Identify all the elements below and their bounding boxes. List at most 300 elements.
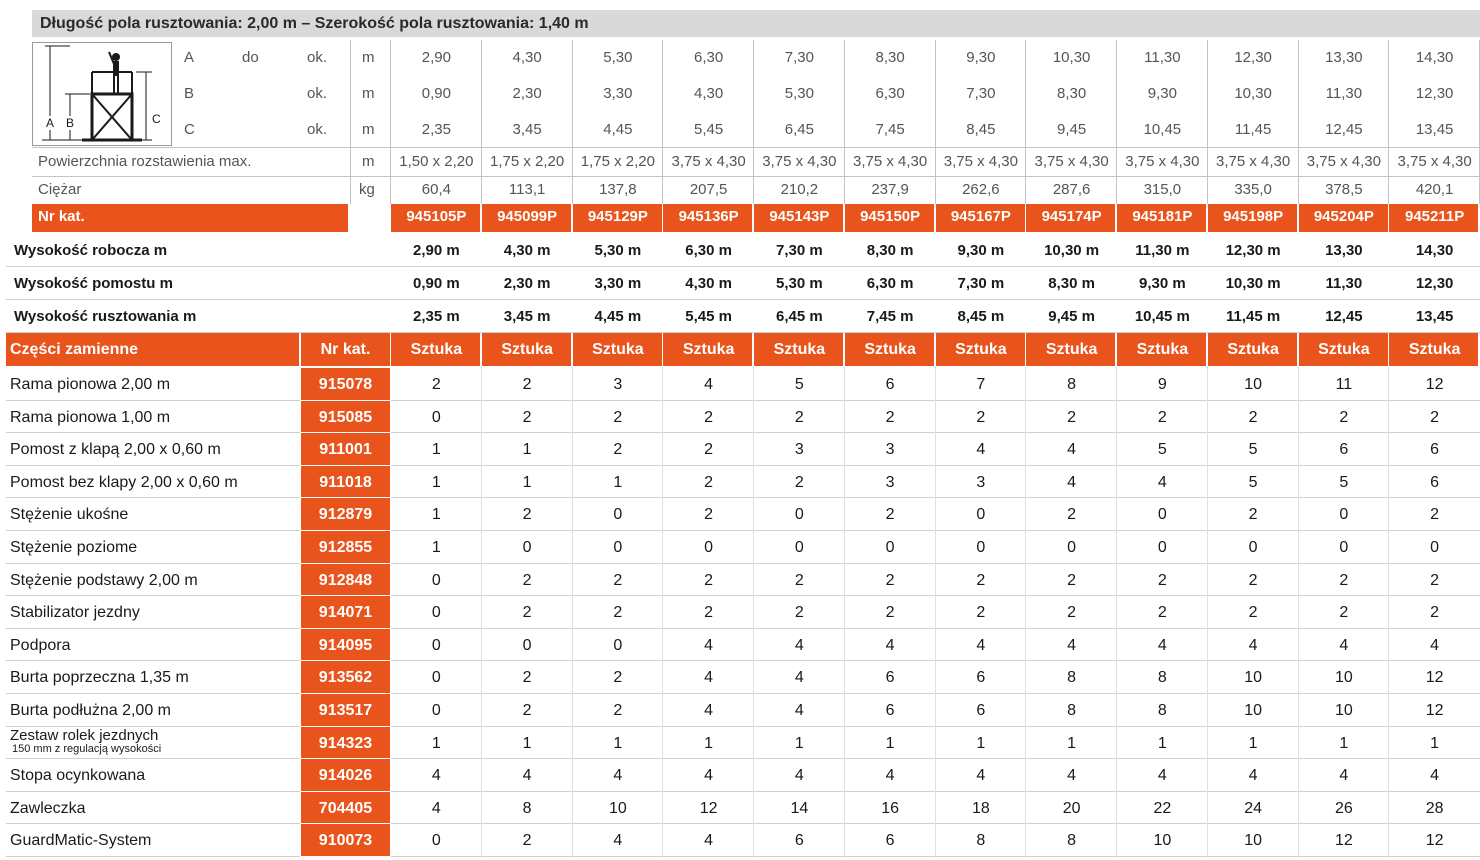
part-quantity: 2 bbox=[522, 604, 532, 621]
part-quantity: 0 bbox=[885, 539, 895, 556]
dim-value: 11,30 bbox=[1144, 49, 1181, 66]
part-quantity: 5 bbox=[1248, 474, 1258, 491]
catalog-value: 945129P bbox=[587, 208, 648, 225]
column-divider bbox=[1207, 366, 1208, 858]
height-value: 11,30 bbox=[1325, 275, 1363, 292]
part-quantity: 0 bbox=[613, 506, 623, 523]
part-quantity: 20 bbox=[1062, 800, 1081, 817]
part-quantity: 6 bbox=[976, 702, 986, 719]
part-quantity: 1 bbox=[613, 474, 623, 491]
part-quantity: 2 bbox=[976, 409, 986, 426]
part-quantity: 2 bbox=[885, 604, 895, 621]
dim-unit: m bbox=[362, 85, 375, 102]
part-quantity: 0 bbox=[431, 572, 441, 589]
part-quantity: 4 bbox=[976, 441, 986, 458]
catalog-value: 945099P bbox=[497, 208, 558, 225]
part-quantity: 16 bbox=[881, 800, 900, 817]
part-quantity: 4 bbox=[794, 637, 804, 654]
part-quantity: 1 bbox=[431, 539, 441, 556]
catalog-value: 945167P bbox=[950, 208, 1011, 225]
part-quantity: 4 bbox=[1157, 767, 1167, 784]
dim-value: 4,30 bbox=[694, 85, 724, 102]
height-value: 9,30 m bbox=[957, 242, 1005, 259]
height-value: 3,45 m bbox=[503, 308, 551, 325]
dim-label: B bbox=[184, 85, 195, 102]
height-value: 9,45 m bbox=[1048, 308, 1095, 325]
part-quantity: 4 bbox=[1067, 637, 1077, 654]
part-quantity: 2 bbox=[1339, 409, 1349, 426]
part-quantity: 2 bbox=[1430, 506, 1440, 523]
dim-do-label: do bbox=[242, 49, 259, 66]
part-quantity: 2 bbox=[704, 572, 714, 589]
parts-header-unit: Sztuka bbox=[864, 341, 916, 358]
part-quantity: 6 bbox=[885, 702, 895, 719]
part-quantity: 0 bbox=[431, 604, 441, 621]
part-quantity: 7 bbox=[976, 376, 986, 393]
dim-label: C bbox=[184, 121, 195, 138]
part-quantity: 2 bbox=[1430, 572, 1440, 589]
catalog-label: Nr kat. bbox=[38, 208, 85, 225]
svg-text:B: B bbox=[66, 116, 75, 130]
surface-label: Powierzchnia rozstawienia max. bbox=[38, 153, 252, 170]
surface-value: 3,75 x 4,30 bbox=[1216, 153, 1291, 170]
part-name: Stężenie podstawy 2,00 m bbox=[10, 572, 198, 589]
part-quantity: 1 bbox=[1067, 735, 1077, 752]
part-quantity: 4 bbox=[704, 767, 714, 784]
dim-ok-label: ok. bbox=[307, 121, 328, 138]
part-code: 704405 bbox=[318, 800, 373, 817]
part-quantity: 0 bbox=[431, 832, 441, 849]
part-quantity: 1 bbox=[1339, 735, 1349, 752]
part-code: 911001 bbox=[319, 441, 372, 458]
part-name: Zawleczka bbox=[10, 800, 86, 817]
weight-value: 420,1 bbox=[1415, 181, 1454, 198]
part-code: 912855 bbox=[318, 539, 373, 556]
part-name: Burta podłużna 2,00 m bbox=[10, 702, 171, 719]
part-quantity: 22 bbox=[1153, 800, 1172, 817]
height-value: 8,45 m bbox=[957, 308, 1005, 325]
part-quantity: 4 bbox=[1339, 767, 1349, 784]
dim-value: 11,45 bbox=[1234, 121, 1272, 138]
row-divider bbox=[32, 147, 1480, 148]
part-quantity: 14 bbox=[790, 800, 809, 817]
part-name: GuardMatic-System bbox=[10, 832, 152, 849]
part-quantity: 4 bbox=[431, 800, 441, 817]
part-quantity: 2 bbox=[522, 409, 532, 426]
part-quantity: 1 bbox=[885, 735, 895, 752]
part-quantity: 1 bbox=[431, 735, 441, 752]
part-quantity: 2 bbox=[794, 409, 804, 426]
part-quantity: 5 bbox=[1248, 441, 1258, 458]
surface-value: 3,75 x 4,30 bbox=[853, 153, 928, 170]
dim-label: A bbox=[184, 49, 195, 66]
height-value: 14,30 bbox=[1415, 242, 1454, 259]
part-quantity: 2 bbox=[1067, 506, 1077, 523]
surface-value: 1,75 x 2,20 bbox=[580, 153, 655, 170]
column-divider bbox=[172, 40, 173, 148]
dim-value: 9,30 bbox=[966, 49, 996, 66]
part-quantity: 4 bbox=[704, 637, 714, 654]
part-quantity: 18 bbox=[971, 800, 990, 817]
part-quantity: 2 bbox=[885, 409, 895, 426]
part-quantity: 2 bbox=[431, 376, 441, 393]
part-name: Pomost z klapą 2,00 x 0,60 m bbox=[10, 441, 221, 458]
svg-text:C: C bbox=[152, 112, 161, 126]
height-value: 3,30 m bbox=[594, 275, 642, 292]
dim-value: 6,30 bbox=[875, 85, 905, 102]
catalog-value: 945143P bbox=[769, 208, 830, 225]
part-quantity: 0 bbox=[1339, 506, 1349, 523]
part-quantity: 2 bbox=[704, 506, 714, 523]
part-quantity: 2 bbox=[1067, 409, 1077, 426]
part-quantity: 0 bbox=[431, 409, 441, 426]
part-quantity: 2 bbox=[1067, 572, 1077, 589]
parts-header-unit: Sztuka bbox=[1227, 341, 1279, 358]
part-quantity: 2 bbox=[522, 506, 532, 523]
part-code: 911018 bbox=[319, 474, 372, 491]
part-quantity: 0 bbox=[522, 637, 532, 654]
part-quantity: 1 bbox=[704, 735, 714, 752]
height-value: 6,30 m bbox=[685, 242, 732, 259]
surface-value: 1,75 x 2,20 bbox=[490, 153, 565, 170]
part-quantity: 5 bbox=[794, 376, 804, 393]
part-quantity: 2 bbox=[1430, 409, 1440, 426]
column-divider bbox=[1388, 366, 1389, 858]
surface-value: 3,75 x 4,30 bbox=[1125, 153, 1200, 170]
weight-unit: kg bbox=[359, 181, 375, 198]
part-code: 914026 bbox=[318, 767, 373, 784]
part-quantity: 0 bbox=[613, 539, 623, 556]
height-value: 6,30 m bbox=[866, 275, 914, 292]
part-quantity: 0 bbox=[1339, 539, 1349, 556]
surface-value: 3,75 x 4,30 bbox=[671, 153, 746, 170]
dim-value: 10,45 bbox=[1143, 121, 1182, 138]
part-quantity: 3 bbox=[885, 474, 895, 491]
parts-header-catalog: Nr kat. bbox=[320, 341, 371, 358]
part-name: Stężenie poziome bbox=[10, 539, 138, 556]
part-quantity: 0 bbox=[1157, 539, 1167, 556]
part-quantity: 4 bbox=[1248, 767, 1258, 784]
surface-value: 1,50 x 2,20 bbox=[399, 153, 474, 170]
height-value: 11,30 m bbox=[1135, 242, 1190, 259]
dim-value: 9,45 bbox=[1057, 121, 1087, 138]
dim-value: 7,30 bbox=[966, 85, 996, 102]
part-quantity: 2 bbox=[1248, 506, 1258, 523]
part-quantity: 2 bbox=[704, 409, 714, 426]
weight-value: 60,4 bbox=[421, 181, 451, 198]
part-quantity: 2 bbox=[704, 441, 714, 458]
part-quantity: 4 bbox=[613, 767, 623, 784]
part-quantity: 2 bbox=[1339, 572, 1349, 589]
catalog-value: 945105P bbox=[406, 208, 467, 225]
catalog-value: 945174P bbox=[1041, 208, 1102, 225]
height-value: 10,30 m bbox=[1225, 275, 1281, 292]
weight-label: Ciężar bbox=[38, 181, 82, 198]
dim-value: 4,30 bbox=[512, 49, 542, 66]
dim-unit: m bbox=[362, 121, 375, 138]
part-quantity: 1 bbox=[522, 735, 532, 752]
part-quantity: 5 bbox=[1157, 441, 1167, 458]
dim-value: 12,30 bbox=[1415, 85, 1454, 102]
part-quantity: 1 bbox=[522, 441, 532, 458]
part-quantity: 8 bbox=[1157, 669, 1167, 686]
part-quantity: 2 bbox=[522, 572, 532, 589]
part-quantity: 3 bbox=[976, 474, 986, 491]
part-name: Burta poprzeczna 1,35 m bbox=[10, 669, 189, 686]
part-quantity: 0 bbox=[794, 506, 804, 523]
part-quantity: 6 bbox=[885, 832, 895, 849]
dim-value: 14,30 bbox=[1415, 49, 1454, 66]
weight-value: 210,2 bbox=[780, 181, 819, 198]
part-quantity: 12 bbox=[1425, 832, 1444, 849]
part-quantity: 12 bbox=[1425, 376, 1444, 393]
column-divider bbox=[935, 366, 936, 858]
part-quantity: 4 bbox=[704, 832, 714, 849]
dim-value: 10,30 bbox=[1234, 85, 1272, 102]
scaffold-diagram-icon bbox=[32, 42, 172, 146]
dim-value: 6,45 bbox=[784, 121, 814, 138]
part-quantity: 10 bbox=[1244, 376, 1263, 393]
height-value: 2,30 m bbox=[503, 275, 551, 292]
part-quantity: 2 bbox=[613, 409, 623, 426]
part-quantity: 4 bbox=[1430, 637, 1440, 654]
weight-value: 207,5 bbox=[689, 181, 728, 198]
part-quantity: 2 bbox=[976, 572, 986, 589]
part-quantity: 10 bbox=[1244, 702, 1263, 719]
part-quantity: 8 bbox=[1067, 669, 1077, 686]
part-quantity: 12 bbox=[1425, 669, 1444, 686]
part-code: 912879 bbox=[318, 506, 373, 523]
part-quantity: 2 bbox=[1157, 409, 1167, 426]
part-quantity: 2 bbox=[794, 604, 804, 621]
height-value: 4,30 m bbox=[503, 242, 551, 259]
part-quantity: 12 bbox=[1334, 832, 1353, 849]
column-divider bbox=[753, 366, 754, 858]
part-quantity: 12 bbox=[699, 800, 718, 817]
part-quantity: 2 bbox=[704, 604, 714, 621]
column-divider bbox=[572, 366, 573, 858]
catalog-value: 945181P bbox=[1132, 208, 1193, 225]
part-quantity: 1 bbox=[976, 735, 986, 752]
height-value: 8,30 m bbox=[1048, 275, 1095, 292]
dim-value: 3,45 bbox=[512, 121, 542, 138]
part-quantity: 4 bbox=[976, 767, 986, 784]
part-quantity: 2 bbox=[522, 832, 532, 849]
height-value: 6,45 m bbox=[776, 308, 823, 325]
dim-value: 3,30 bbox=[603, 85, 633, 102]
height-value: 7,30 m bbox=[776, 242, 823, 259]
dim-value: 10,30 bbox=[1052, 49, 1091, 66]
height-value: 9,30 m bbox=[1139, 275, 1186, 292]
part-quantity: 1 bbox=[522, 474, 532, 491]
dim-value: 5,30 bbox=[784, 85, 814, 102]
part-quantity: 10 bbox=[1244, 832, 1263, 849]
parts-header-unit: Sztuka bbox=[501, 341, 553, 358]
catalog-value: 945150P bbox=[860, 208, 921, 225]
part-name: Stopa ocynkowana bbox=[10, 767, 146, 784]
part-name: Rama pionowa 2,00 m bbox=[10, 376, 171, 393]
dim-value: 11,30 bbox=[1325, 85, 1363, 102]
part-quantity: 4 bbox=[976, 637, 986, 654]
part-quantity: 0 bbox=[431, 637, 441, 654]
part-quantity: 2 bbox=[885, 506, 895, 523]
height-value: 7,45 m bbox=[866, 308, 914, 325]
part-quantity: 1 bbox=[1248, 735, 1258, 752]
part-quantity: 2 bbox=[1248, 572, 1258, 589]
parts-header-unit: Sztuka bbox=[773, 341, 826, 358]
dim-value: 12,45 bbox=[1325, 121, 1363, 138]
height-label: Wysokość robocza m bbox=[14, 242, 168, 259]
part-name: Rama pionowa 1,00 m bbox=[10, 409, 171, 426]
surface-value: 3,75 x 4,30 bbox=[762, 153, 837, 170]
height-value: 13,45 bbox=[1415, 308, 1454, 325]
part-quantity: 0 bbox=[431, 669, 441, 686]
height-value: 10,45 m bbox=[1134, 308, 1190, 325]
part-name: Zestaw rolek jezdnych bbox=[10, 727, 159, 744]
catalog-value: 945136P bbox=[678, 208, 739, 225]
dim-value: 2,90 bbox=[421, 49, 451, 66]
dim-value: 9,30 bbox=[1147, 85, 1177, 102]
height-value: 0,90 m bbox=[413, 275, 460, 292]
part-name: Pomost bez klapy 2,00 x 0,60 m bbox=[10, 474, 238, 491]
column-divider bbox=[1025, 366, 1026, 858]
part-quantity: 1 bbox=[1430, 735, 1440, 752]
part-quantity: 1 bbox=[613, 735, 623, 752]
height-value: 12,30 bbox=[1415, 275, 1454, 292]
surface-value: 3,75 x 4,30 bbox=[1397, 153, 1472, 170]
part-quantity: 2 bbox=[613, 572, 623, 589]
part-quantity: 0 bbox=[522, 539, 532, 556]
column-divider bbox=[662, 366, 663, 858]
svg-text:A: A bbox=[46, 116, 55, 130]
part-quantity: 2 bbox=[1157, 604, 1167, 621]
part-quantity: 4 bbox=[1430, 767, 1440, 784]
part-quantity: 4 bbox=[1157, 474, 1167, 491]
part-quantity: 4 bbox=[1067, 767, 1077, 784]
part-quantity: 2 bbox=[613, 702, 623, 719]
part-quantity: 8 bbox=[976, 832, 986, 849]
row-divider bbox=[6, 299, 1480, 300]
part-quantity: 0 bbox=[613, 637, 623, 654]
height-value: 7,30 m bbox=[957, 275, 1005, 292]
weight-value: 315,0 bbox=[1143, 181, 1182, 198]
dim-ok-label: ok. bbox=[307, 49, 328, 66]
part-quantity: 4 bbox=[1157, 637, 1167, 654]
part-quantity: 0 bbox=[976, 506, 986, 523]
dim-value: 2,35 bbox=[421, 121, 451, 138]
part-code: 914071 bbox=[318, 604, 373, 621]
part-code: 913517 bbox=[318, 702, 373, 719]
height-value: 12,30 m bbox=[1225, 242, 1281, 259]
part-quantity: 6 bbox=[1430, 441, 1440, 458]
part-quantity: 4 bbox=[885, 767, 895, 784]
part-quantity: 2 bbox=[522, 702, 532, 719]
part-quantity: 2 bbox=[613, 604, 623, 621]
dim-value: 8,30 bbox=[1057, 85, 1087, 102]
dim-value: 7,30 bbox=[784, 49, 814, 66]
part-quantity: 3 bbox=[794, 441, 804, 458]
part-quantity: 1 bbox=[431, 506, 441, 523]
parts-header-unit: Sztuka bbox=[955, 341, 1007, 358]
weight-value: 287,6 bbox=[1052, 181, 1091, 198]
part-quantity: 1 bbox=[431, 474, 441, 491]
part-quantity: 4 bbox=[794, 669, 804, 686]
part-quantity: 0 bbox=[431, 702, 441, 719]
column-divider bbox=[350, 40, 351, 204]
surface-value: 3,75 x 4,30 bbox=[1034, 153, 1109, 170]
part-quantity: 1 bbox=[1157, 735, 1167, 752]
column-divider bbox=[481, 366, 482, 858]
part-subname: 150 mm z regulacją wysokości bbox=[12, 743, 162, 755]
part-quantity: 11 bbox=[1335, 376, 1353, 393]
dim-value: 8,45 bbox=[966, 121, 996, 138]
part-quantity: 26 bbox=[1334, 800, 1353, 817]
part-quantity: 2 bbox=[704, 474, 714, 491]
dim-value: 5,30 bbox=[603, 49, 633, 66]
part-quantity: 4 bbox=[704, 669, 714, 686]
part-quantity: 10 bbox=[1334, 669, 1353, 686]
part-quantity: 4 bbox=[1067, 441, 1077, 458]
part-quantity: 10 bbox=[608, 800, 627, 817]
dim-value: 0,90 bbox=[421, 85, 451, 102]
height-value: 10,30 m bbox=[1044, 242, 1100, 259]
part-name: Podpora bbox=[10, 637, 71, 654]
weight-value: 335,0 bbox=[1234, 181, 1272, 198]
part-quantity: 2 bbox=[1339, 604, 1349, 621]
height-value: 11,45 m bbox=[1226, 308, 1281, 325]
part-quantity: 2 bbox=[794, 474, 804, 491]
parts-header-unit: Sztuka bbox=[592, 341, 644, 358]
part-quantity: 0 bbox=[976, 539, 986, 556]
parts-header-unit: Sztuka bbox=[1408, 341, 1461, 358]
part-code: 915078 bbox=[318, 376, 373, 393]
weight-value: 113,1 bbox=[508, 181, 546, 198]
height-value: 4,30 m bbox=[685, 275, 732, 292]
part-quantity: 2 bbox=[522, 669, 532, 686]
dim-value: 13,30 bbox=[1325, 49, 1363, 66]
weight-value: 137,8 bbox=[599, 181, 637, 198]
part-quantity: 4 bbox=[794, 767, 804, 784]
part-quantity: 4 bbox=[522, 767, 532, 784]
weight-value: 237,9 bbox=[871, 181, 909, 198]
height-value: 13,30 bbox=[1325, 242, 1363, 259]
part-code: 914095 bbox=[318, 637, 373, 654]
row-divider bbox=[6, 856, 300, 857]
parts-header-unit: Sztuka bbox=[1318, 341, 1370, 358]
height-label: Wysokość pomostu m bbox=[14, 275, 173, 292]
height-value: 5,45 m bbox=[685, 308, 732, 325]
catalog-value: 945204P bbox=[1313, 208, 1374, 225]
part-quantity: 1 bbox=[794, 735, 804, 752]
part-code: 912848 bbox=[318, 572, 373, 589]
part-quantity: 0 bbox=[1248, 539, 1258, 556]
part-quantity: 9 bbox=[1157, 376, 1167, 393]
part-quantity: 2 bbox=[885, 572, 895, 589]
part-quantity: 8 bbox=[522, 800, 532, 817]
height-value: 5,30 m bbox=[594, 242, 642, 259]
part-quantity: 2 bbox=[1248, 409, 1258, 426]
height-value: 5,30 m bbox=[776, 275, 823, 292]
dim-value: 8,30 bbox=[875, 49, 905, 66]
part-quantity: 10 bbox=[1334, 702, 1353, 719]
part-quantity: 12 bbox=[1425, 702, 1444, 719]
dim-value: 12,30 bbox=[1234, 49, 1272, 66]
height-value: 12,45 bbox=[1325, 308, 1363, 325]
part-quantity: 4 bbox=[431, 767, 441, 784]
surface-unit: m bbox=[362, 153, 375, 170]
row-divider bbox=[32, 176, 1480, 177]
part-quantity: 4 bbox=[1339, 637, 1349, 654]
